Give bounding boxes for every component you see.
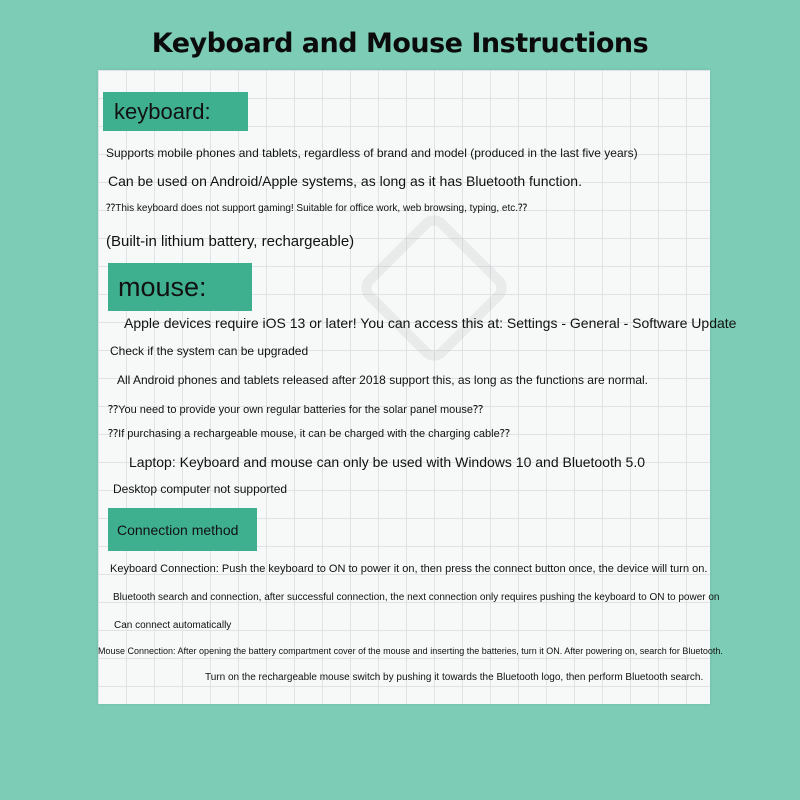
keyboard-line-compatibility: Supports mobile phones and tablets, regardless of brand and model (produced in the last five years) [106,146,638,160]
mouse-heading-text: mouse: [118,272,207,302]
mouse-line-batteries: ⁇You need to provide your own regular batteries for the solar panel mouse⁇ [108,404,484,416]
mouse-line-laptop: Laptop: Keyboard and mouse can only be used with Windows 10 and Bluetooth 5.0 [129,454,646,470]
mouse-line-desktop: Desktop computer not supported [113,482,288,496]
connection-line-bluetooth-search: Bluetooth search and connection, after successful connection, the next connection only requires pushing the keyboard to ON to power on [113,592,720,603]
mouse-line-upgrade-check: Check if the system can be upgraded [110,344,309,358]
keyboard-heading-text: keyboard: [114,99,211,124]
keyboard-line-no-gaming: ⁇This keyboard does not support gaming! Suitable for office work, web browsing, typing, etc.⁇ [106,203,528,214]
keyboard-section-heading [103,92,248,131]
connection-section-heading [108,508,257,551]
keyboard-line-systems: Can be used on Android/Apple systems, as long as it has Bluetooth function. [108,173,582,189]
connection-line-rechargeable-mouse: Turn on the rechargeable mouse switch by pushing it towards the Bluetooth logo, then perform Bluetooth search. [205,672,704,683]
mouse-line-android: All Android phones and tablets released after 2018 support this, as long as the functions are normal. [117,373,648,387]
connection-heading-text: Connection method [117,522,239,538]
connection-line-keyboard: Keyboard Connection: Push the keyboard to ON to power it on, then press the connect button once, the device will turn on. [110,563,708,575]
instruction-sheet [98,70,710,704]
mouse-section-heading [108,263,252,311]
page-title: Keyboard and Mouse Instructions [151,28,649,59]
mouse-line-rechargeable: ⁇If purchasing a rechargeable mouse, it can be charged with the charging cable⁇ [108,428,510,440]
connection-line-auto-connect: Can connect automatically [114,620,232,631]
connection-line-mouse: Mouse Connection: After opening the battery compartment cover of the mouse and inserting the batteries, turn it ON. After powering on, search for Bluetooth. [98,646,723,656]
mouse-line-ios: Apple devices require iOS 13 or later! You can access this at: Settings - General - Software Update [124,315,737,331]
keyboard-line-battery: (Built-in lithium battery, rechargeable) [106,233,355,250]
